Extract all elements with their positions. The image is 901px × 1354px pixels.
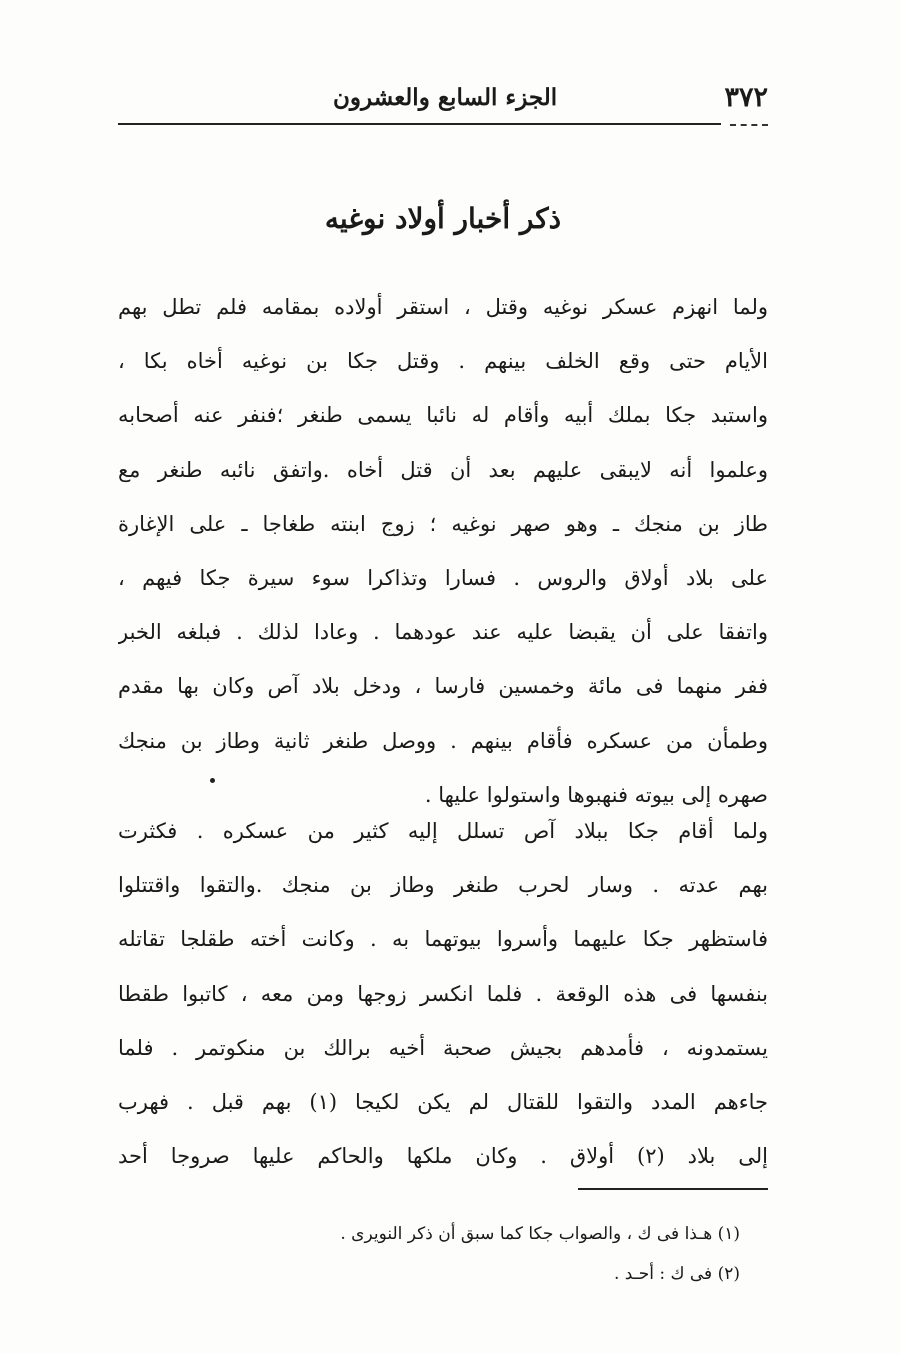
footnote-2: (٢) فى ك : أحـد . bbox=[613, 1264, 740, 1284]
text-line: بهم عدته . وسار لحرب طنغر وطاز بن منجك .والتقوا واقتتلوا bbox=[118, 873, 768, 898]
footnotes bbox=[118, 1214, 740, 1294]
header-rule-dash bbox=[730, 124, 768, 126]
paragraph-1 bbox=[118, 280, 768, 822]
text-line: على بلاد أولاق والروس . فسارا وتذاكرا سوء سيرة جكا فيهم ، bbox=[118, 566, 768, 591]
section-title: ذكر أخبار أولاد نوغيه bbox=[324, 202, 562, 235]
text-line: إلى بلاد (٢) أولاق . وكان ملكها والحاكم عليها صروجا أحد bbox=[118, 1144, 768, 1169]
text-line: بنفسها فى هذه الوقعة . فلما انكسر زوجها ومن معه ، كاتبوا طقطا bbox=[118, 981, 768, 1006]
text-line: ولما أقام جكا ببلاد آص تسلل إليه كثير من عسكره . فكثرت bbox=[118, 819, 768, 843]
text-line: واستبد جكا بملك أبيه وأقام له نائبا يسمى طنغر ؛فنفر عنه أصحابه bbox=[118, 403, 768, 428]
text-line: وعلموا أنه لايبقى عليهم بعد أن قتل أخاه .واتفق نائبه طنغر مع bbox=[118, 457, 768, 482]
text-line: صهره إلى بيوته فنهبوها واستولوا عليها . bbox=[424, 782, 768, 807]
page-number: ٣٧٢ bbox=[724, 82, 768, 113]
footnote-1: (١) هـذا فى ك ، والصواب جكا كما سبق أن ذكر النويرى . bbox=[340, 1224, 740, 1244]
stray-mark bbox=[210, 778, 215, 783]
text-line: ففر منهما فى مائة وخمسين فارسا ، ودخل بلاد آص وكان بها مقدم bbox=[118, 674, 768, 699]
text-line: واتفقا على أن يقبضا عليه عند عودهما . وعادا لذلك . فبلغه الخبر bbox=[118, 620, 768, 645]
text-line: وطمأن من عسكره فأقام بينهم . ووصل طنغر ثانية وطاز بن منجك bbox=[118, 728, 768, 753]
text-line: فاستظهر جكا عليهما وأسروا بيوتهما به . وكانت أخته طقلجا تقاتله bbox=[118, 927, 768, 952]
paragraph-2 bbox=[118, 804, 768, 1183]
header-rule bbox=[118, 123, 721, 125]
text-line: جاءهم المدد والتقوا للقتال لم يكن لكيجا (١) بهم قبل . فهرب bbox=[118, 1090, 768, 1115]
text-line: الأيام حتى وقع الخلف بينهم . وقتل جكا بن نوغيه أخاه بكا ، bbox=[118, 349, 768, 374]
text-line: طاز بن منجك ـ وهو صهر نوغيه ؛ زوج ابنته طغاجا ـ على الإغارة bbox=[118, 511, 768, 536]
running-head: الجزء السابع والعشرون bbox=[333, 84, 558, 111]
page-header bbox=[118, 82, 768, 118]
text-line: ولما انهزم عسكر نوغيه وقتل ، استقر أولاده بمقامه فلم تطل بهم bbox=[118, 295, 768, 319]
text-line: يستمدونه ، فأمدهم بجيش صحبة أخيه برالك بن منكوتمر . فلما bbox=[118, 1035, 768, 1060]
footnote-rule bbox=[578, 1188, 768, 1190]
